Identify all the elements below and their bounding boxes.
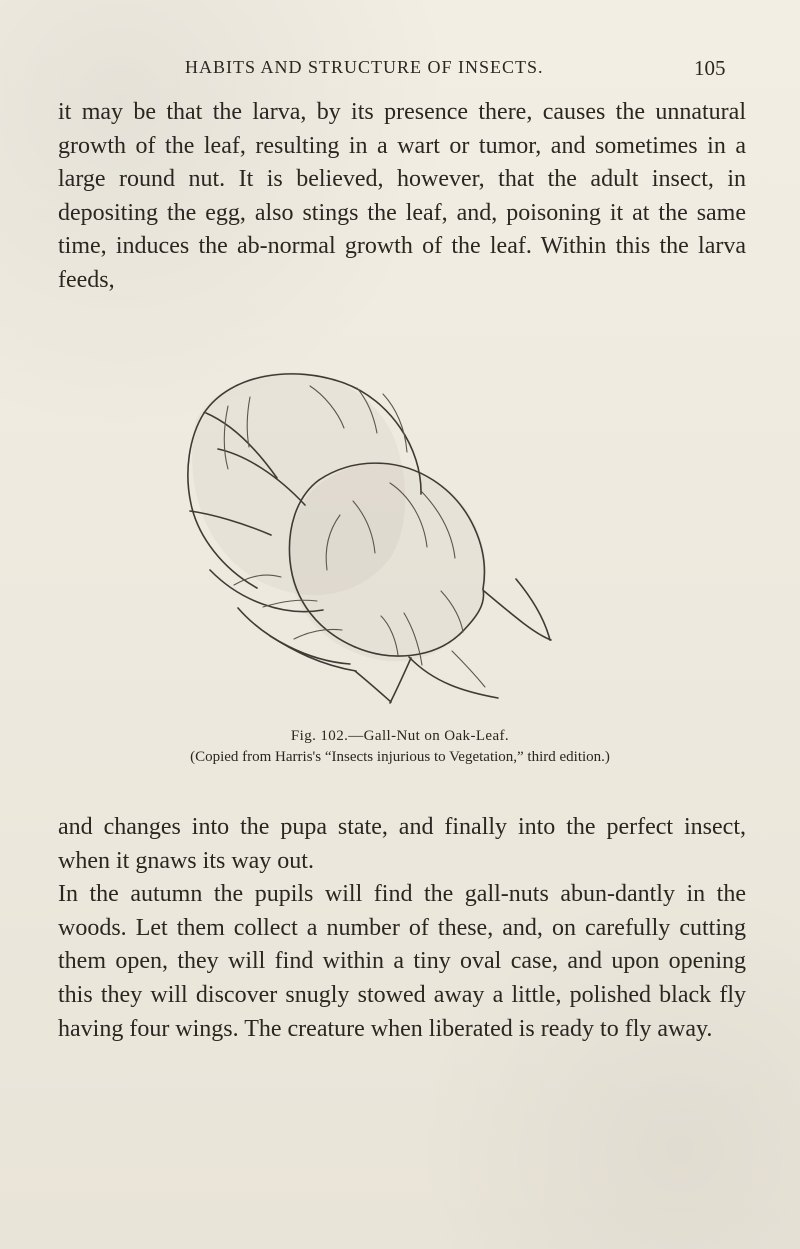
paragraph-top: it may be that the larva, by its presence there, causes the unnatural growth of the leaf, resulting in a wart or tumor, and sometimes in a large round nut. It is believed, however, that the adult insect, in depositing the egg, also stings the leaf, and, poisoning it at the same time, induces the ab-normal growth of the leaf. Within this the larva feeds,	[58, 99, 746, 293]
paragraph-bottom	[58, 811, 746, 1046]
paragraph-continuation: and changes into the pupa state, and finally into the perfect insect, when it gnaws its way out.	[58, 814, 746, 874]
page-header	[0, 57, 800, 89]
oak-leaf-gall-icon	[176, 365, 621, 705]
paragraph-autumn: In the autumn the pupils will find the gall-nuts abun-dantly in the woods. Let them collect a number of these, and, on carefully cutting them open, they will find within a tiny oval case, and upon opening this they will discover snugly stowed away a little, polished black fly having four wings. The creature when liberated is ready to fly away.	[58, 881, 746, 1042]
figure-source-note: (Copied from Harris's “Insects injurious to Vegetation,” third edition.)	[190, 749, 610, 765]
page-number: 105	[694, 56, 726, 80]
figure-caption: Fig. 102.—Gall-Nut on Oak-Leaf.	[290, 728, 510, 744]
gall-nut-illustration	[176, 365, 621, 705]
running-title: HABITS AND STRUCTURE OF INSECTS.	[185, 57, 544, 77]
